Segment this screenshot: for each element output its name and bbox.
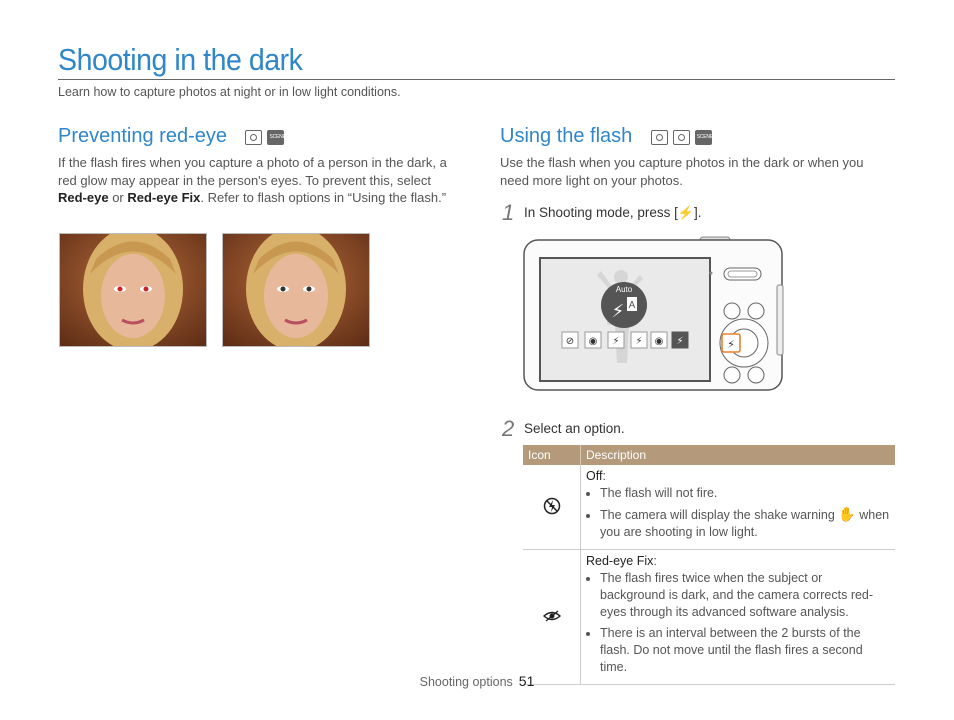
list-item: • The flash fires twice when the subject or background is dark, and the camera corrects red-eyes through its advanced software analysis. bbox=[600, 570, 890, 621]
section-heading-flash bbox=[500, 125, 712, 148]
page-title: Shooting in the dark bbox=[58, 42, 303, 77]
shake-warning-hand-icon: ✋ bbox=[838, 506, 856, 522]
red-eye-fix-option: Red-eye Fix bbox=[127, 190, 201, 205]
auto-mode-icon bbox=[651, 130, 668, 145]
program-mode-icon bbox=[245, 130, 262, 145]
footer-section: Shooting options bbox=[419, 675, 513, 689]
list-item bbox=[600, 506, 890, 541]
camera-illustration bbox=[523, 235, 785, 393]
red-eye-option: Red-eye bbox=[58, 190, 109, 205]
svg-text:◉: ◉ bbox=[654, 336, 664, 347]
svg-text:⊘: ⊘ bbox=[565, 336, 575, 347]
svg-text:⚡: ⚡ bbox=[611, 301, 625, 322]
red-eye-description bbox=[58, 154, 458, 207]
photo-red-eye-before bbox=[59, 233, 207, 347]
flash-heading: Using the flash bbox=[500, 125, 633, 147]
page-footer bbox=[0, 673, 954, 689]
shake-warning-text: The camera will display the shake warning bbox=[600, 508, 835, 522]
svg-text:⚡: ⚡ bbox=[612, 336, 620, 347]
red-eye-fix-title: Red-eye Fix bbox=[586, 554, 654, 568]
flash-intro: Use the flash when you capture photos in the dark or when you need more light on your photos. bbox=[500, 155, 864, 188]
step-1-end: ]. bbox=[694, 205, 702, 220]
red-eye-text: If the flash fires when you capture a photo of a person in the dark, a red glow may appear in the person's eyes. To prevent this, select bbox=[58, 155, 447, 188]
red-eye-fix-icon bbox=[543, 609, 561, 623]
page-subtitle: Learn how to capture photos at night or in low light conditions. bbox=[58, 85, 401, 99]
flash-mode-icons bbox=[651, 130, 712, 145]
page-number: 51 bbox=[518, 673, 535, 689]
title-divider bbox=[58, 79, 895, 80]
program-mode-icon bbox=[673, 130, 690, 145]
photo-red-eye-after bbox=[222, 233, 370, 347]
svg-text:◉: ◉ bbox=[588, 336, 598, 347]
mode-icons bbox=[245, 130, 284, 145]
table-header-row bbox=[523, 445, 895, 465]
red-eye-fix-description: Red-eye Fix: • The flash fires twice when the subject or background is dark, and the camera corrects red-eyes through its advanced software analysis. • There is an interval between the 2 bursts of the flash. Do not move until the flash fires a second time. bbox=[581, 550, 896, 685]
connector-text: or bbox=[108, 190, 128, 205]
flash-off-icon bbox=[543, 497, 561, 515]
table-row bbox=[523, 550, 895, 685]
step-1-instruction: In Shooting mode, press [ bbox=[524, 205, 678, 220]
step-1-number: 1 bbox=[502, 200, 515, 225]
step-1-text bbox=[524, 205, 702, 221]
list-item: • There is an interval between the 2 bursts of the flash. Do not move until the flash fires a second time. bbox=[600, 625, 890, 676]
step-2-number: 2 bbox=[502, 416, 515, 441]
reference-text: . Refer to flash options in “Using the flash.” bbox=[200, 190, 447, 205]
scene-mode-icon: SCENE bbox=[267, 130, 284, 145]
table-row bbox=[523, 465, 895, 550]
screen-mode-label: Auto bbox=[615, 285, 633, 294]
list-item: • The flash will not fire. bbox=[600, 485, 890, 502]
red-eye-heading: Preventing red-eye bbox=[58, 125, 227, 147]
shake-warning-text-end: when you are shooting in low light. bbox=[600, 508, 890, 539]
step-2-text: Select an option. bbox=[524, 421, 625, 436]
scene-mode-icon: SCENE bbox=[695, 130, 712, 145]
column-header-description: Description bbox=[581, 445, 896, 465]
section-heading-red-eye bbox=[58, 125, 284, 148]
svg-text:A: A bbox=[628, 300, 636, 311]
flash-off-title: Off bbox=[586, 469, 603, 483]
red-eye-fix-icon-cell bbox=[523, 550, 581, 685]
flash-off-description: Off: • The flash will not fire. • The camera will display the shake warning ✋ when you are shooting in low light. bbox=[581, 465, 896, 550]
flash-off-icon-cell bbox=[523, 465, 581, 550]
svg-text:⚡: ⚡ bbox=[676, 336, 684, 347]
column-header-icon: Icon bbox=[523, 445, 581, 465]
flash-button-icon: ⚡ bbox=[677, 205, 695, 220]
svg-text:⚡: ⚡ bbox=[727, 338, 735, 351]
flash-options-table bbox=[523, 445, 895, 685]
svg-text:⚡: ⚡ bbox=[635, 336, 643, 347]
